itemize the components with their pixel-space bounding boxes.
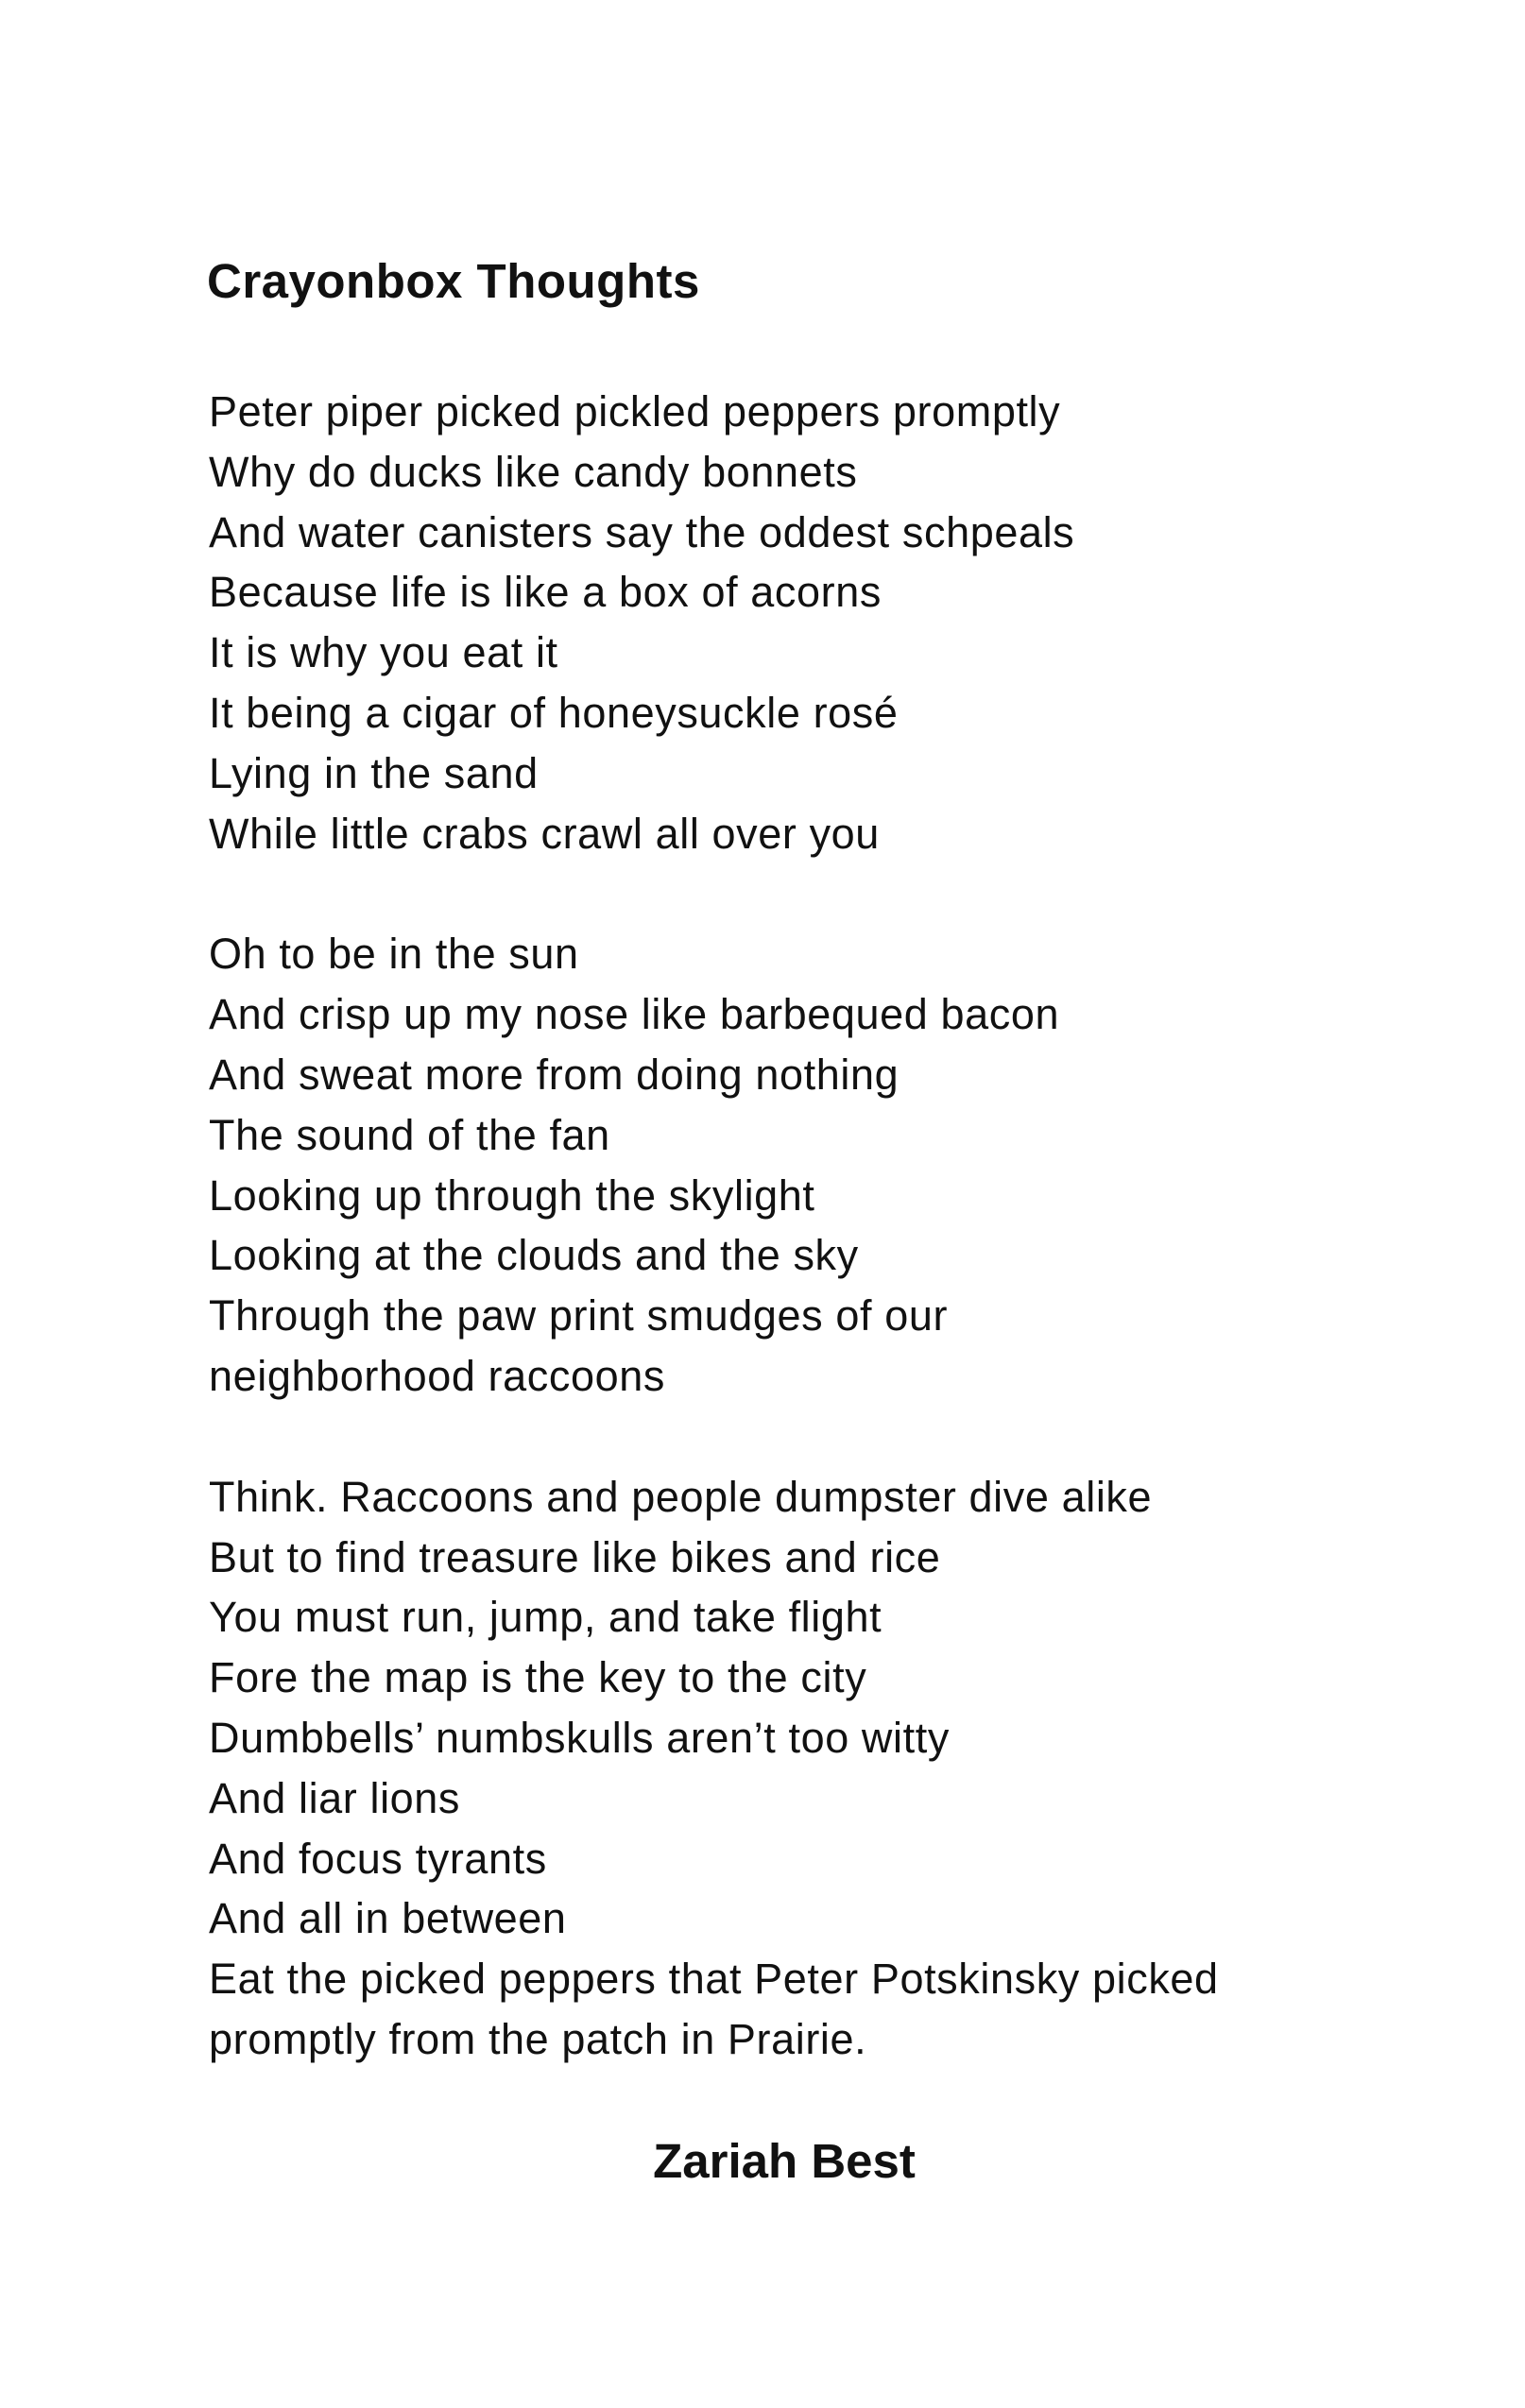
poem-line: Looking up through the skylight bbox=[209, 1170, 815, 1220]
poem-line: Lying in the sand bbox=[209, 748, 539, 797]
poem-line: You must run, jump, and take flight bbox=[209, 1593, 882, 1642]
stanza-3 bbox=[209, 1467, 1465, 2070]
poem-line: And crisp up my nose like barbequed bacon bbox=[209, 990, 1060, 1039]
poem-line: Peter piper picked pickled peppers promptly bbox=[209, 387, 1061, 435]
poem-line: promptly from the patch in Prairie. bbox=[209, 2014, 867, 2063]
poem-line: The sound of the fan bbox=[209, 1110, 610, 1159]
poem-author: Zariah Best bbox=[653, 2134, 916, 2188]
poem-line: Think. Raccoons and people dumpster dive alike bbox=[209, 1472, 1153, 1521]
poem-title: Crayonbox Thoughts bbox=[207, 254, 700, 308]
poem-line: And liar lions bbox=[209, 1773, 461, 1822]
poem-line: Because life is like a box of acorns bbox=[209, 568, 882, 617]
poem-line: Looking at the clouds and the sky bbox=[209, 1231, 859, 1280]
poem-line: neighborhood raccoons bbox=[209, 1351, 665, 1400]
poem-body bbox=[209, 382, 1465, 2130]
poem-line: But to find treasure like bikes and rice bbox=[209, 1532, 941, 1581]
poem-line: Fore the map is the key to the city bbox=[209, 1653, 867, 1702]
poem-line: It being a cigar of honeysuckle rosé bbox=[209, 688, 899, 737]
poem-line: Through the paw print smudges of our bbox=[209, 1291, 949, 1341]
poem-line: Eat the picked peppers that Peter Potskinsky picked bbox=[209, 1955, 1219, 2004]
poem-line: And sweat more from doing nothing bbox=[209, 1050, 900, 1099]
poem-line: It is why you eat it bbox=[209, 628, 558, 677]
stanza-2 bbox=[209, 924, 1465, 1406]
poem-line: Dumbbells’ numbskulls aren’t too witty bbox=[209, 1713, 950, 1762]
poem-line: Why do ducks like candy bonnets bbox=[209, 447, 858, 496]
poem-line: While little crabs crawl all over you bbox=[209, 809, 880, 858]
poem-line: Oh to be in the sun bbox=[209, 930, 579, 979]
poem-line: And focus tyrants bbox=[209, 1834, 547, 1883]
poem-line: And all in between bbox=[209, 1894, 567, 1943]
poem-line: And water canisters say the oddest schpeals bbox=[209, 507, 1075, 556]
stanza-1 bbox=[209, 382, 1465, 863]
